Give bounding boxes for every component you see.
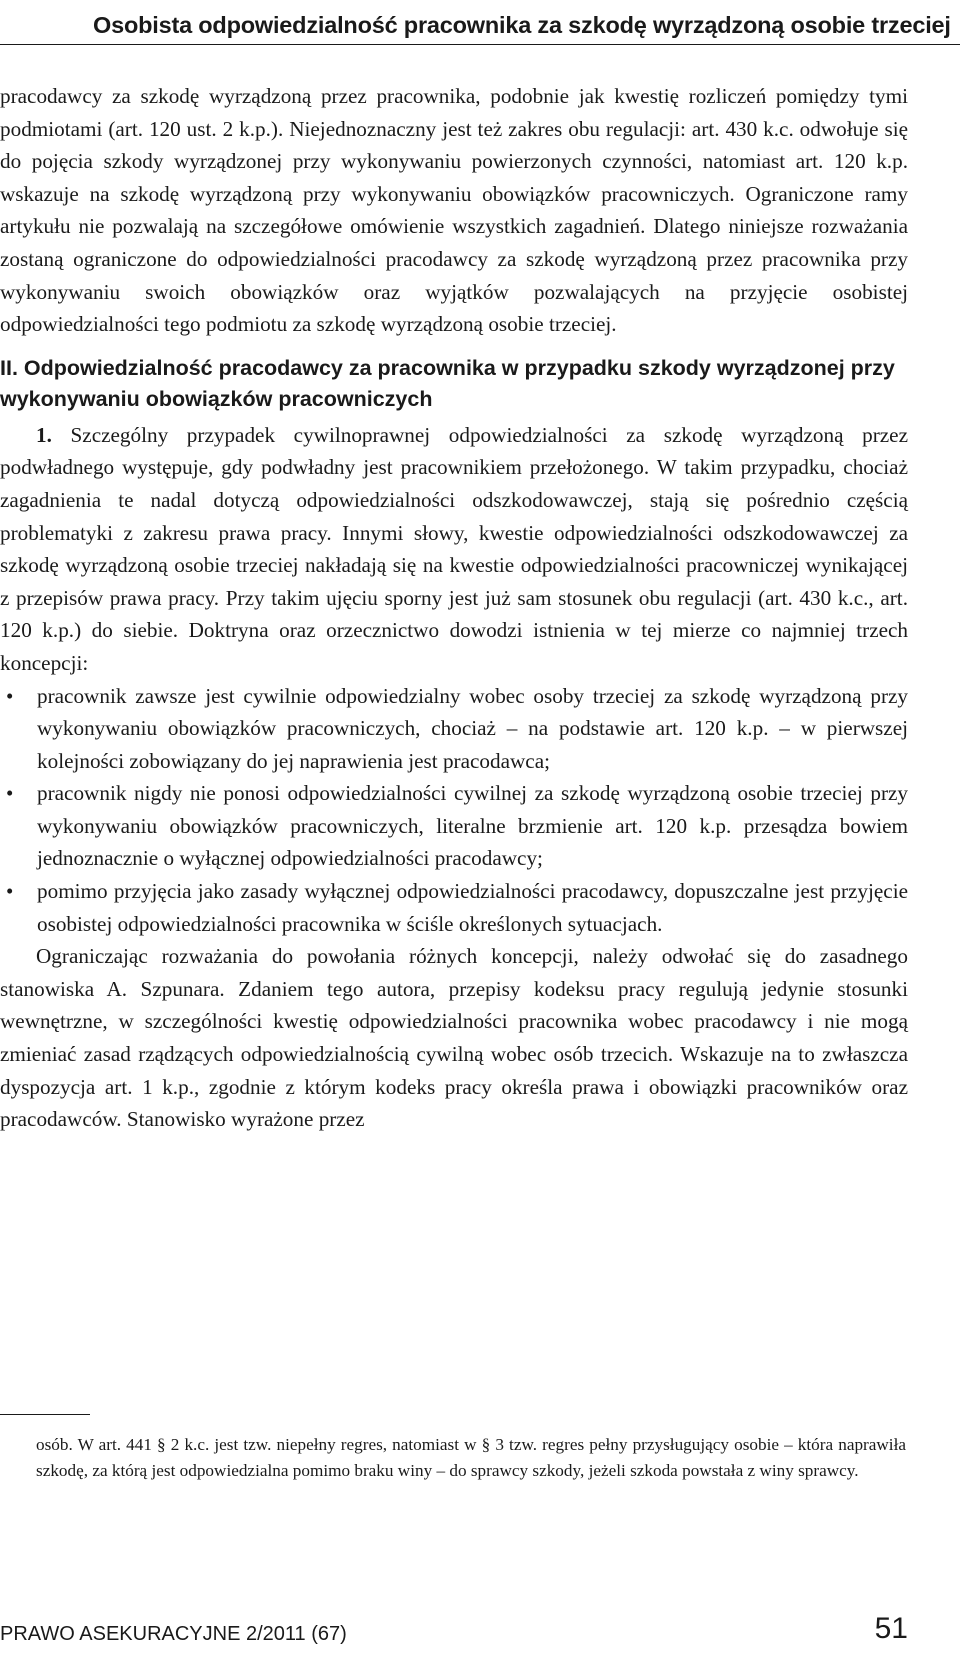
bullet-icon: • — [6, 879, 14, 904]
main-text — [0, 80, 908, 1136]
page-number: 51 — [874, 1612, 908, 1645]
bullet-icon: • — [6, 683, 14, 708]
paragraph: Ograniczając rozważania do powołania różnych koncepcji, należy odwołać się do zasadnego stanowiska A. Szpunara. Zdaniem tego autora, przepisy kodeksu pracy regulują jedynie stosunki wewnętrzne, w szczególności kwestię odpowiedzialności pracownika wobec pracodawcy i nie mogą zmieniać zasad rządzących odpowiedzialnością cywilną wobec osób trzecich. Wskazuje na to zwłaszcza dyspozycja art. 1 k.p., zgodnie z którym kodeks pracy określa prawa i obowiązki pracowników oraz pracodawców. Stanowisko wyrażone przez — [0, 944, 908, 1132]
section-heading: II. Odpowiedzialność pracodawcy za pracownika w przypadku szkody wyrządzonej przy wykonywaniu obowiązków pracowniczych — [0, 355, 895, 411]
bullet-icon: • — [6, 781, 14, 806]
footnote-text: osób. W art. 441 § 2 k.c. jest tzw. niepełny regres, natomiast w § 3 tzw. regres pełny przysługujący osobie – która naprawiła szkodę, za którą jest odpowiedzialna pomimo braku winy – do sprawcy szkody, jeżeli szkoda powstała z winy sprawcy. — [36, 1435, 906, 1480]
list-item-text: pracownik nigdy nie ponosi odpowiedzialności cywilnej za szkodę wyrządzoną osobie trzeciej przy wykonywaniu obowiązków pracowniczych, literalne brzmienie art. 120 k.p. przesądza bowiem jednoznacznie o wyłącznej odpowiedzialności pracodawcy; — [37, 781, 908, 871]
paragraph-numbered — [0, 419, 908, 680]
concepts-list — [0, 680, 908, 941]
list-item-text: pomimo przyjęcia jako zasady wyłącznej odpowiedzialności pracodawcy, dopuszczalne jest przyjęcie osobistej odpowiedzialności pracownika w ściśle określonych sytuacjach. — [37, 879, 908, 936]
list-item — [0, 680, 908, 778]
paragraph-number: 1. — [36, 422, 52, 447]
footnote-divider — [0, 1414, 90, 1415]
list-item-text: pracownik zawsze jest cywilnie odpowiedzialny wobec osoby trzeciej za szkodę wyrządzoną przy wykonywaniu obowiązków pracowniczych, chociaż – na podstawie art. 120 k.p. – w pierwszej kolejności zobowiązany do jej naprawienia jest pracodawca; — [37, 683, 908, 773]
paragraph-continuation: pracodawcy za szkodę wyrządzoną przez pracownika, podobnie jak kwestię rozliczeń pomiędzy tymi podmiotami (art. 120 ust. 2 k.p.). Niejednoznaczny jest też zakres obu regulacji: art. 430 k.c. odwołuje się do pojęcia szkody wyrządzonej przy wykonywaniu powierzonych czynności, natomiast art. 120 k.p. wskazuje na szkodę wyrządzoną przy wykonywaniu obowiązków pracowniczych. Ograniczone ramy artykułu nie pozwalają na szczegółowe omówienie wszystkich zagadnień. Dlatego niniejsze rozważania zostaną ograniczone do odpowiedzialności pracodawcy za szkodę wyrządzoną przez pracownika przy wykonywaniu swoich obowiązków oraz wyjątków pozwalających na przyjęcie osobistej odpowiedzialności tego podmiotu za szkodę wyrządzoną osobie trzeciej. — [0, 84, 908, 337]
paragraph-text: Szczególny przypadek cywilnoprawnej odpowiedzialności za szkodę wyrządzoną przez podwładnego występuje, gdy podwładny jest pracownikiem przełożonego. W takim przypadku, chociaż zagadnienia te nadal dotyczą odpowiedzialności odszkodowawczej, stają się pośrednio częścią problematyki z zakresu prawa pracy. Innymi słowy, kwestie odpowiedzialności odszkodowawczej za szkodę wyrządzoną osobie trzeciej nakładają się na kwestie odpowiedzialności pracowniczej wynikającej z przepisów prawa pracy. Przy takim ujęciu sporny jest już sam stosunek obu regulacji (art. 430 k.c., art. 120 k.p.) do siebie. Doktryna oraz orzecznictwo dowodzi istnienia w tej mierze co najmniej trzech koncepcji: — [0, 422, 908, 675]
list-item — [0, 777, 908, 875]
list-item — [0, 875, 908, 940]
header-divider — [0, 44, 960, 45]
footer-journal-name: PRAWO ASEKURACYJNE 2/2011 (67) — [0, 1623, 347, 1645]
running-header-title: Osobista odpowiedzialność pracownika za szkodę wyrządzoną osobie trzeciej — [93, 12, 951, 38]
